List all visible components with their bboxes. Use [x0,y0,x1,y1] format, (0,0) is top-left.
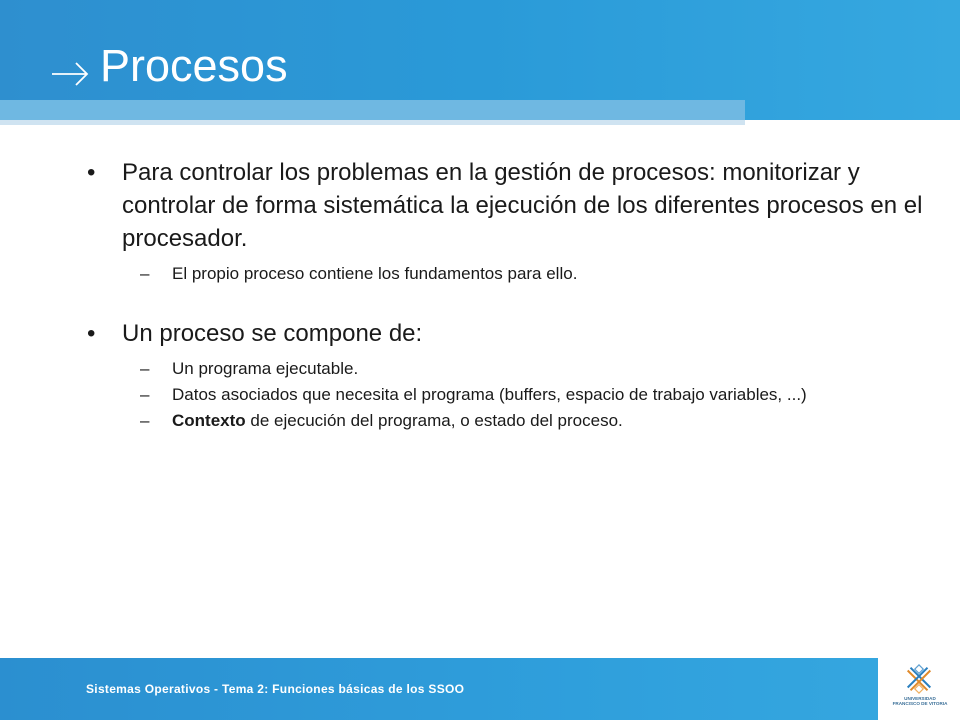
logo-emblem-icon [899,662,939,696]
sub-bullet-text: El propio proceso contiene los fundamentos para ello. [172,264,578,283]
bold-term: Contexto [172,411,246,430]
slide-title: Procesos [100,40,288,91]
bullet-text: Para controlar los problemas en la gestión de procesos: monitorizar y controlar de forma sistemática la ejecución de los diferentes procesos en el procesador. [122,159,923,252]
logo-line-2: FRANCISCO DE VITORIA [892,701,948,706]
arrow-right-icon [50,54,90,94]
header-shadow-band [0,120,745,125]
sub-bullet-item [78,356,938,382]
logo-wordmark [882,696,958,706]
university-logo [878,658,960,720]
sub-bullet-text: Un programa ejecutable. [172,359,359,378]
bullet-marker: • [87,159,96,186]
dash-marker: – [140,359,150,378]
sub-bullet-item [78,382,938,408]
bullet-item [78,317,938,350]
sub-bullet-text: de ejecución del programa, o estado del proceso. [245,411,623,430]
footer-course-title: Sistemas Operativos - Tema 2: Funciones básicas de los SSOO [86,682,465,696]
bullet-item [78,156,938,255]
dash-marker: – [140,411,150,430]
dash-marker: – [140,385,150,404]
bullet-marker: • [87,320,96,347]
sub-bullet-item [78,261,938,287]
sub-bullet-text: Datos asociados que necesita el programa (buffers, espacio de trabajo variables, ...) [172,385,807,404]
logo-line-1: UNIVERSIDAD [904,696,936,701]
header-band [0,100,745,120]
slide-content [78,156,938,434]
bullet-text: Un proceso se compone de: [122,320,423,347]
slide-footer [0,658,960,720]
dash-marker: – [140,264,150,283]
sub-bullet-item [78,408,938,434]
